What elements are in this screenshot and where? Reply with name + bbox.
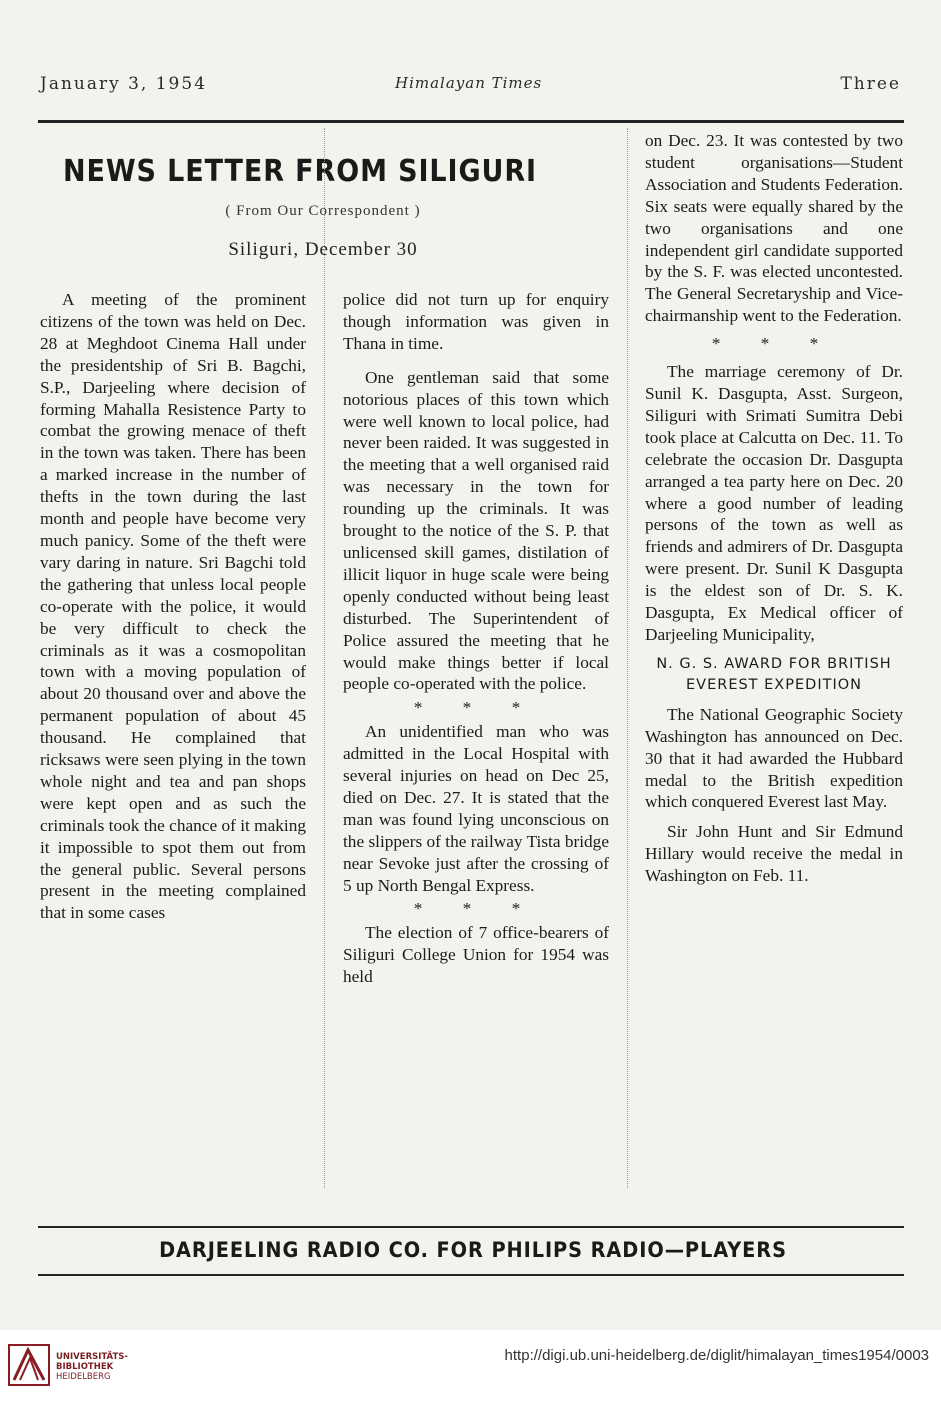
column-divider xyxy=(324,128,326,1188)
section-separator: * * * xyxy=(413,698,539,718)
paragraph: An unidentified man who was admitted in the Local Hospital with several injuries on head on Dec 25, died on Dec. 27. It is stated that the man was found lying unconscious on the slippers of the railway Tista bridge near Sevoke just after the crossing of 5 up North Bengal Express. xyxy=(343,722,609,895)
advert-rule-top xyxy=(38,1226,904,1228)
header-rule xyxy=(38,120,904,123)
article-title: NEWS LETTER FROM SILIGURI xyxy=(62,154,538,189)
column-1 xyxy=(40,289,306,924)
article-dateline: Siliguri, December 30 xyxy=(228,239,418,260)
library-logo-icon xyxy=(8,1344,50,1386)
article-byline: ( From Our Correspondent ) xyxy=(225,203,421,219)
paragraph: The election of 7 office-bearers of Siliguri College Union for 1954 was held xyxy=(343,923,609,987)
page-number: Three xyxy=(840,74,901,94)
column-2 xyxy=(343,289,609,988)
paragraph: The marriage ceremony of Dr. Sunil K. Dasgupta, Asst. Surgeon, Siliguri with Srimati Sumitra Debi took place at Calcutta on Dec. 11. To celebrate the occasion Dr. Dasgupta arranged a tea party here on Dec. 20 where a good number of leading persons of the town as well as friends and admirers of Dr. Dasgupta were present. Dr. Sunil K Dasgupta is the eldest son of Dr. S. K. Dasgupta, Ex Medical officer of Darjeeling Municipality, xyxy=(645,362,903,644)
section-separator: * * * xyxy=(711,334,837,354)
section-separator: * * * xyxy=(413,899,539,919)
paragraph: The National Geographic Society Washington has announced on Dec. 30 that it had awarded the Hubbard medal to the British expedition which conquered Everest last May. xyxy=(645,704,903,812)
advertisement: DARJEELING RADIO CO. FOR PHILIPS RADIO—PLAYERS xyxy=(159,1238,787,1262)
column-3 xyxy=(645,130,903,887)
issue-date: January 3, 1954 xyxy=(40,74,208,94)
paragraph: One gentleman said that some notorious places of this town which were well known to local police, had never been raided. It was suggested in the meeting that a well organised raid was necessary in the town for rounding up the criminals. It was brought to the notice of the S. P. that unlicensed skill games, distilation of illicit liquor in huge scale were being openly conducted without being least disturbed. The Superintendent of Police assured the meeting that he would make things better if local people co-operated with the police. xyxy=(343,367,609,694)
library-name: UNIVERSITÄTS- BIBLIOTHEK HEIDELBERG xyxy=(56,1352,128,1382)
paragraph: police did not turn up for enquiry though information was given in Thana in time. xyxy=(343,290,609,353)
masthead: Himalayan Times xyxy=(395,74,543,92)
paragraph: Sir John Hunt and Sir Edmund Hillary would receive the medal in Washington on Feb. 11. xyxy=(645,822,903,886)
column-divider xyxy=(627,128,629,1188)
paragraph: on Dec. 23. It was contested by two student organisations—Student Association and Students Federation. Six seats were equally shared by the two organisations and one independent girl candidate supported by the S. F. was elected uncontested. The General Secretaryship and Vice-chairmanship went to the Federation. xyxy=(645,131,903,326)
advert-rule-bottom xyxy=(38,1274,904,1276)
source-url[interactable]: http://digi.ub.uni-heidelberg.de/diglit/himalayan_times1954/0003 xyxy=(504,1347,929,1364)
subheading: N. G. S. AWARD FOR BRITISH EVEREST EXPEDITION xyxy=(656,655,892,693)
paragraph: A meeting of the prominent citizens of the town was held on Dec. 28 at Meghdoot Cinema Hall under the presidentship of Sri B. Bagchi, S.P., Darjeeling where decision of forming Mahalla Resistence Party to combat the growing menace of theft in the town was taken. There has been a marked increase in the number of thefts in the town during the last month and people have become very much panicy. Some of the theft were vary daring in nature. Sri Bagchi told the gathering that unless local people co-operate with the police, it would be very difficult to check the criminals as it was a cosmopolitan town with a moving population of about 20 thousand over and above the permanent population of about 45 thousand. He complained that ricksaws were seen plying in the town whole night and tea and pan shops were kept open and as such the criminals took the chance of it making it impossible to spot them out from the general public. Several persons present in the meeting complained that in some cases xyxy=(40,290,306,923)
library-footer xyxy=(0,1330,941,1403)
article-title-wrap xyxy=(40,140,606,211)
